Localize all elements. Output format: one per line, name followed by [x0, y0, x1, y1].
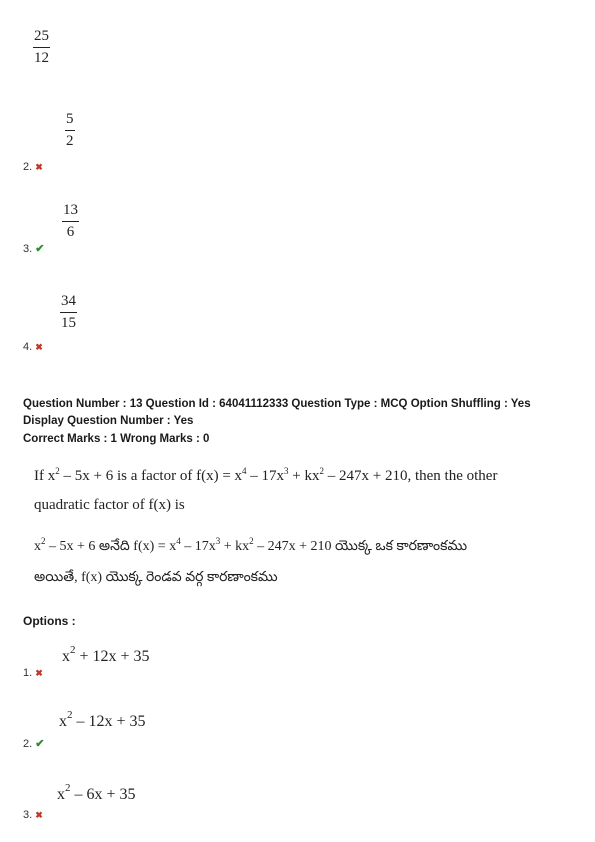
- options-label: Options :: [23, 614, 76, 628]
- fraction-denominator: 6: [66, 224, 75, 240]
- fraction-denominator: 15: [61, 315, 76, 331]
- option-number: [23, 337, 43, 355]
- option-number-label: 2.: [23, 161, 33, 173]
- option-number-label: 3.: [23, 243, 33, 255]
- question-text-te-line-1: $x^2 - 5x + 6$ అనేది $f(x) = x^4 - 17x^3 + kx^2 - 247x + 210$ యొక్క ఒక కారణాంకము: [34, 536, 468, 554]
- option-expression: $x^2 + 12x + 35$: [62, 644, 150, 665]
- option-expression: $x^2 - 12x + 35$: [59, 709, 146, 730]
- check-mark-icon: ✔: [35, 243, 45, 255]
- fraction-numerator: 34: [61, 293, 76, 309]
- fraction-denominator: 12: [34, 50, 49, 66]
- question-meta-line-3: Correct Marks : 1 Wrong Marks : 0: [23, 433, 210, 445]
- option-number-label: 4.: [23, 341, 33, 353]
- cross-mark-icon: ✖: [35, 342, 43, 352]
- fraction-numerator: 5: [66, 111, 74, 127]
- option-number: [23, 663, 43, 681]
- option-number: [23, 805, 43, 823]
- option-fraction: [60, 294, 77, 331]
- check-mark-icon: ✔: [35, 738, 45, 750]
- cross-mark-icon: ✖: [35, 810, 43, 820]
- option-fraction: [65, 112, 75, 149]
- question-meta-line-1: Question Number : 13 Question Id : 64041112333 Question Type : MCQ Option Shuffling : Yes: [23, 398, 531, 410]
- fraction-denominator: 2: [66, 133, 74, 149]
- option-number: [23, 157, 43, 175]
- question-text-en-line-2: quadratic factor of f(x) is: [34, 497, 185, 513]
- option-expression: $x^2 - 6x + 35$: [57, 782, 136, 803]
- question-text-en-line-1: If $x^2 - 5x + 6$ is a factor of $f(x) = x^4 - 17x^3 + kx^2 - 247x + 210$, then the other: [34, 466, 498, 484]
- fraction-numerator: 25: [34, 28, 49, 44]
- top-fraction: [33, 29, 50, 66]
- option-number: [23, 239, 44, 257]
- cross-mark-icon: ✖: [35, 668, 43, 678]
- cross-mark-icon: ✖: [35, 162, 43, 172]
- option-fraction: [62, 203, 79, 240]
- option-number-label: 3.: [23, 809, 33, 821]
- fraction-numerator: 13: [63, 202, 78, 218]
- option-number: [23, 734, 44, 752]
- option-number-label: 2.: [23, 738, 33, 750]
- question-meta-line-2: Display Question Number : Yes: [23, 415, 194, 427]
- question-text-te-line-2: అయితే, f(x) యొక్క రెండవ వర్గ కారణాంకము: [34, 570, 278, 585]
- option-number-label: 1.: [23, 667, 33, 679]
